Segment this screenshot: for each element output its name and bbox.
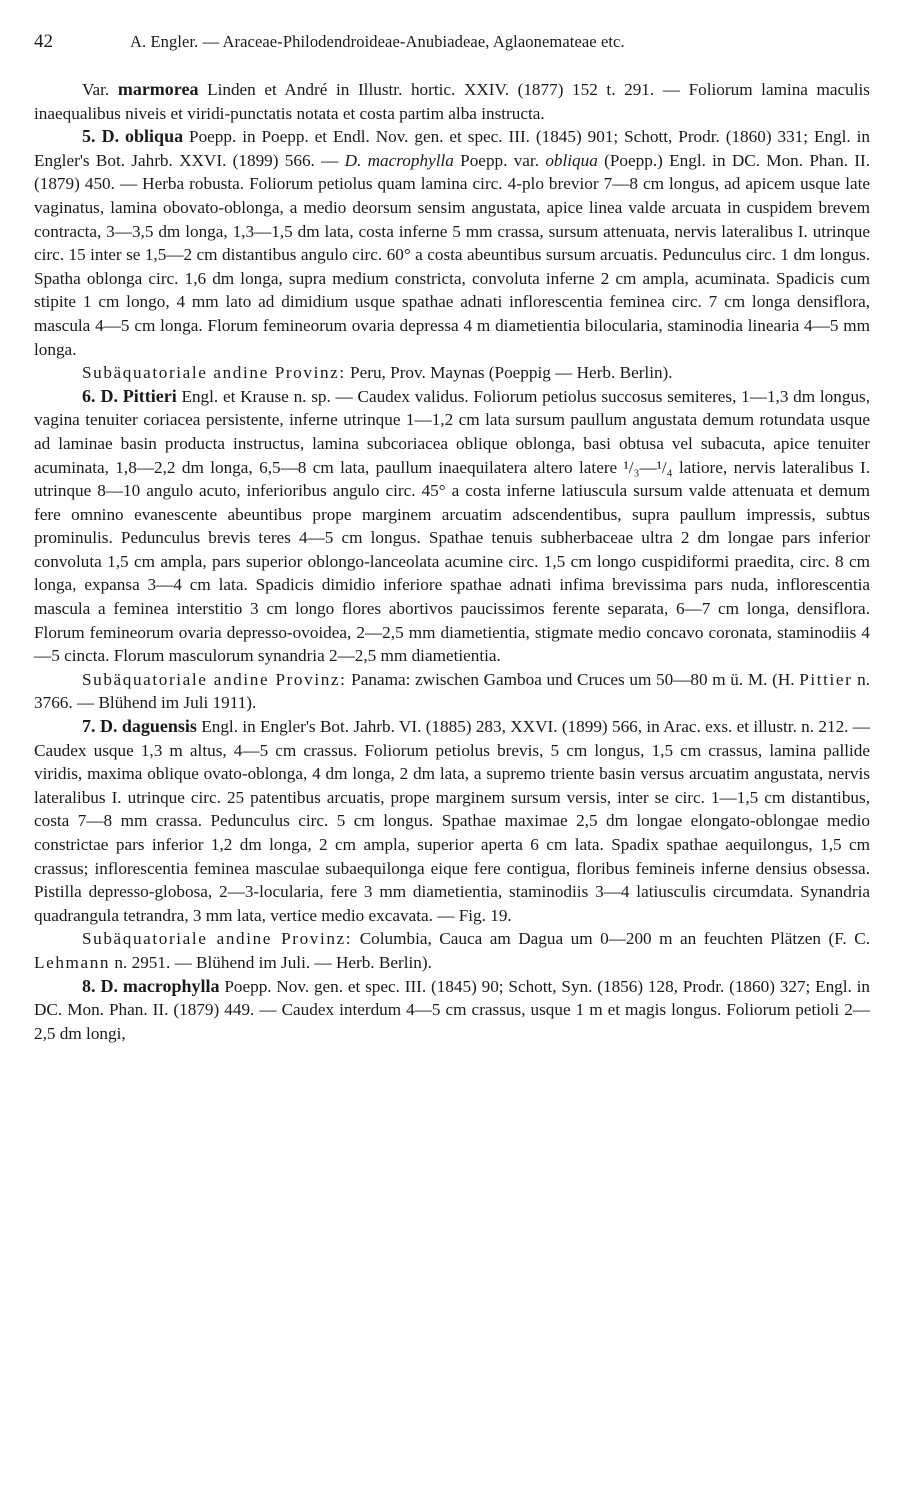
species-8-name: macrophylla (122, 975, 220, 996)
species-6-name: Pittieri (122, 385, 177, 406)
species-7-collector: Lehmann (34, 952, 111, 972)
species-5-name: obliqua (125, 126, 184, 147)
species-5-text-part1: Poepp. in Poepp. et Endl. Nov. gen. et spec. III. (1845) 901; Schott, Prodr. (1860) 331; Engl. in Engler's Bot. Jahrb. XXVI. (1899) 566. — (34, 127, 870, 170)
species-6-text: Engl. et Krause n. sp. — Caudex validus. Foliorum petiolus succosus semiteres, 1—1,3 dm longus, vagina tenuiter coriacea persistente, inferne utrinque 1—1,2 cm lata sursum paullum angustata demum rotundata usque ad laminae basin producta instructus, lamina subcoriacea oblique oblonga, basi obtusa vel subacuta, apice tenuiter acuminata, 1,8—2,2 dm longa, 6,5—8 cm lata, paullum inaequilatera altero latere ¹/₃—¹/₄ latiore, nervis lateralibus I. utrinque 8—10 angulo acuto, inferioribus angulo circ. 45° a costa inferne latiusculа sursum valde attenuata et demum fere omnino evanescente abeuntibus prope marginem arcuatim adscendentibus, supra paullum impressis, subtus prominulis. Pedunculus brevis teres 4—5 cm longus. Spathae tenuis subherbaceae ultra 2 dm longae pars inferior convoluta 1,5 cm ampla, pars superior oblongo-lanceolata acumine circ. 1,5 cm longo cuspidiformi praedita, circ. 8 cm longa, expansa 3—4 cm lata. Spadicis dimidio inferiore spathae adnati infima brevissima pars nuda, inflorescentia mascula a feminea interstitio 3 cm longo flores abortivos paucissimos ferente separata, 6—7 cm longa, densiflora. Florum femineorum ovaria depresso-ovoidea, 2—2,5 mm diametientia, stigmate medio concavo coronata, staminodiis 4—5 cincta. Florum masculorum synandria 2—2,5 mm diametientia. (34, 386, 871, 666)
variety-marmorea-paragraph (34, 78, 870, 125)
page-number: 42 (34, 31, 53, 52)
species-5-paragraph (34, 125, 870, 361)
species-7-paragraph (34, 715, 870, 927)
species-7-locality-end: n. 2951. — Blühend im Juli. — Herb. Berlin). (114, 952, 432, 972)
species-6-distribution (34, 668, 870, 715)
variety-description: Linden et André in Illustr. hortic. XXIV. (1877) 152 t. 291. — Foliorum lamina maculis inaequalibus niveis et viridi-punctatis notata et costa partim alba instructa. (34, 80, 870, 123)
species-6-paragraph (34, 385, 870, 668)
species-7-province: Subäquatoriale andine Provinz: (82, 929, 353, 949)
species-5-synonym: D. macrophylla (344, 150, 454, 170)
species-7-distribution (34, 927, 870, 974)
species-5-province: Subäquatoriale andine Provinz: (82, 363, 346, 383)
species-5-locality: Peru, Prov. Maynas (Poeppig — Herb. Berlin). (350, 363, 673, 383)
species-5-text-part3: (Poepp.) Engl. in DC. Mon. Phan. II. (1879) 450. — Herba robusta. Foliorum petiolus quam lamina circ. 4-plo brevior 7—8 cm longus, ad apicem usque late vaginatus, lamina obovato-oblonga, a medio deorsum sensim angustata, apice linea valde arcuata in cuspidem brevem contracta, 3—3,5 dm longa, 1,3—1,5 dm lata, costa inferne 5 mm crassa, sursum attenuata, nervis lateralibus I. utrinque circ. 15 inter se 1,5—2 cm distantibus angulo circ. 60° a costa abeuntibus sursum arcuatis. Pedunculus circ. 1 dm longus. Spatha oblonga circ. 1,6 dm longa, supra medium constricta, convoluta inferne 2 cm ampla, acuminata. Spadicis cum stipite 1 cm longo, 4 mm lato ad dimidium usque spathae adnati inflorescentia feminea circ. 7 cm longa densiflora, mascula 4—5 cm longa. Florum femineorum ovaria depressa 4 m diametientia bilocularia, staminodia linearia 4—5 mm longa. (34, 150, 871, 359)
species-6-province: Subäquatoriale andine Provinz: (82, 669, 347, 689)
running-head: A. Engler. — Araceae-Philodendroideae-Anubiadeae, Aglaonemateae etc. (130, 32, 625, 51)
species-5-text-part2: Poepp. var. (460, 150, 540, 170)
variety-name: marmorea (117, 79, 199, 99)
species-6-locality: Panama: zwischen Gamboa und Cruces um 50—80 m ü. M. (H. (351, 669, 795, 689)
species-5-var-obliqua: obliqua (545, 150, 598, 170)
species-7-locality: Columbia, Cauca am Dagua um 0—200 m an feuchten Plätzen (F. C. (359, 929, 870, 949)
variety-prefix: Var. (82, 80, 110, 99)
page-header (34, 30, 870, 60)
species-8-number: 8. D. (82, 975, 119, 996)
species-6-locality-end: n. 3766. — Blühend im Juli 1911). (34, 669, 870, 713)
species-5-number: 5. D. (82, 126, 120, 147)
species-5-distribution (34, 361, 870, 385)
species-7-text: Engl. in Engler's Bot. Jahrb. VI. (1885) 283, XXVI. (1899) 566, in Arac. exs. et illustr. n. 212. — Caudex usque 1,3 m altus, 4—5 cm crassus. Foliorum petiolus brevis, 5 cm longus, 1,5 cm crassus, lamina pallide viridis, maxima oblique ovato-oblonga, 4 dm longa, 2 dm lata, a supremo triente basin versus arcuatim angustata, nervis lateralibus I. utrinque circ. 25 patentibus arcuatis, prope marginem sursum versis, inter se circ. 1—1,5 cm distantibus, costa 7—8 mm crassa. Pedunculus circ. 5 cm longus. Spathae maximae 2,5 dm longae elongato-oblongae medio constrictae pars inferior 1,2 dm longa, 2 cm ampla, superior aperta 6 cm lata. Spadix spathae aequilongus, 1,5 cm crassus; inflorescentia feminea masculae subaequilonga eique fere contigua, floribus femineis inferne densius obsessa. Pistilla depresso-globosa, 2—3-locularia, fere 3 mm diametientia, staminodiis 3—4 latiusculis circumdata. Synandria quadrangula tetrandra, 3 mm lata, vertice medio excavata. — Fig. 19. (34, 717, 870, 925)
species-6-collector: Pittier (799, 669, 853, 689)
species-6-number: 6. D. (82, 385, 118, 406)
species-8-paragraph (34, 975, 870, 1046)
species-7-name: daguensis (121, 716, 197, 737)
species-8-text: Poepp. Nov. gen. et spec. III. (1845) 90; Schott, Syn. (1856) 128, Prodr. (1860) 327; Engl. in DC. Mon. Phan. II. (1879) 449. — Caudex interdum 4—5 cm crassus, usque 1 m et magis longus. Foliorum petioli 2—2,5 dm longi, (34, 976, 871, 1043)
species-7-number: 7. D. (82, 716, 118, 737)
